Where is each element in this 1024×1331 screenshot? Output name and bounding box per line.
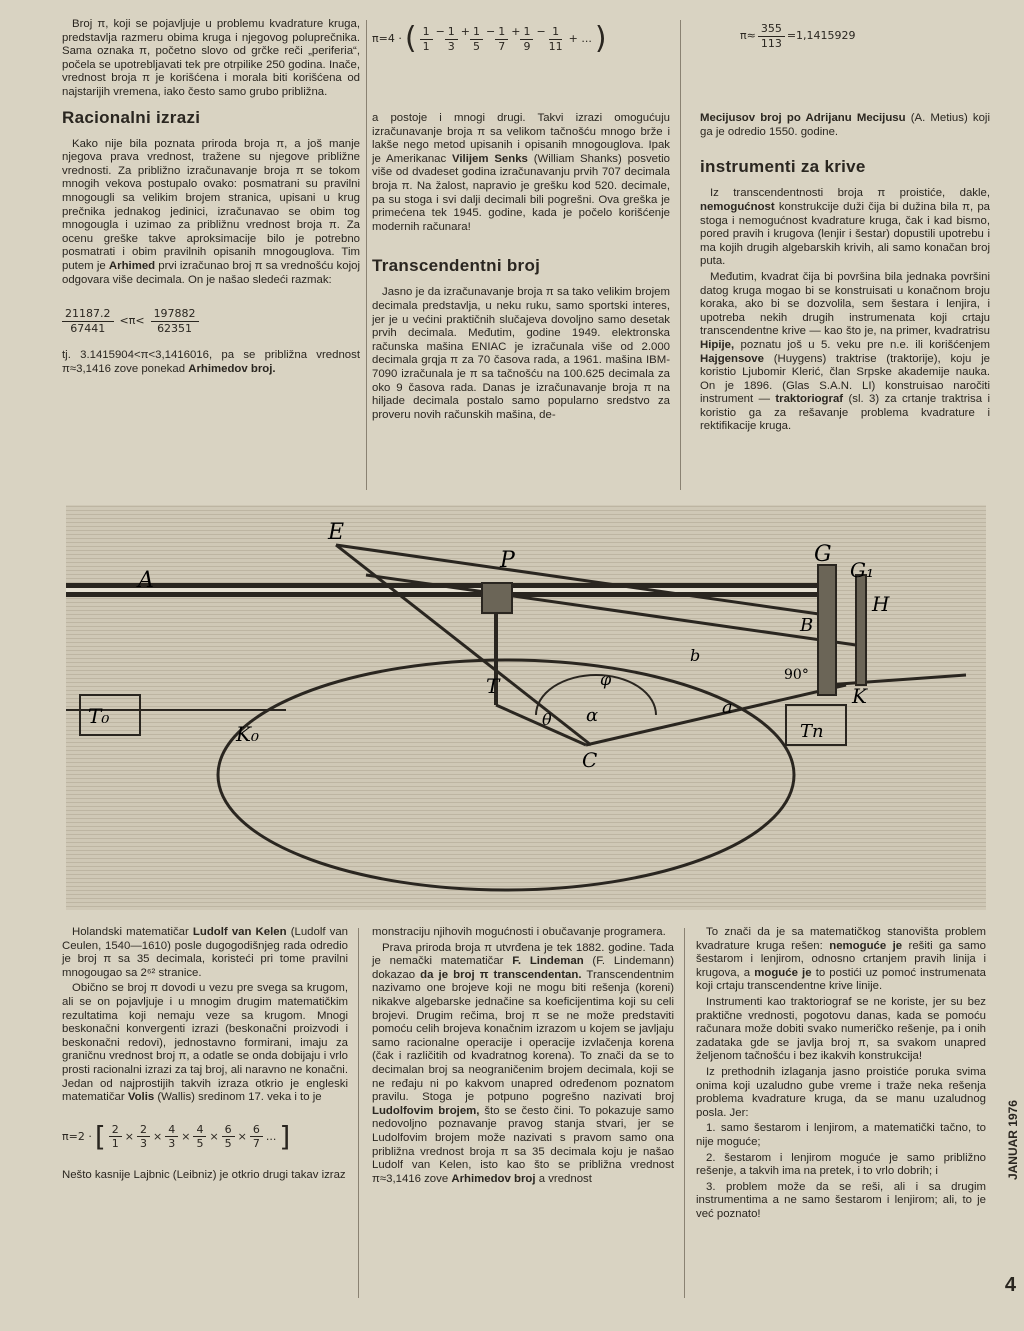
label-g: G <box>814 542 832 567</box>
product-factor: $\frac{2}{3}$ <box>137 1123 150 1151</box>
slider-p <box>482 583 512 613</box>
heading-rational-expressions: Racionalni izrazi <box>62 107 201 127</box>
product-factor: $\frac{2}{1}$ <box>109 1123 122 1151</box>
label-t: T <box>486 674 500 698</box>
paragraph: Holandski matematičar Ludolf van Kelen (Ludolf van Ceulen, 1540—1610) posle dugogodišnjeg rada odredio je broj π sa 35 decimala, koristeći pri tome pravilni mnogougao sa 2⁶² stranice. <box>62 926 349 979</box>
series-term: − $\frac{1}{3}$ <box>436 25 458 53</box>
label-h: H <box>872 592 890 616</box>
product-factor: $\frac{6}{7}$ <box>250 1123 263 1151</box>
frame-g <box>818 565 836 695</box>
product-factor: $\frac{4}{5}$ <box>193 1123 206 1151</box>
label-p: P <box>500 548 515 573</box>
label-b-lower: b <box>690 646 701 665</box>
heading-instruments-for-curves: instrumenti za krive <box>700 157 866 177</box>
paragraph: Prava priroda broja π utvrđena je tek 1882. godine. Tada je nemački matematičar F. Lindeman (F. Lindemann) dokazao da je broj π transcendentan. Transcendentnim nazivamo one brojeve koji ne mogu biti rešenja (koreni) nikakve algebarske jednačine sa koeficijentima koji su celi brojevi. Drugim rečima, broj π se ne može predstaviti pomoću celih brojeva konačnim izrazom u kojem se javljaju samo racionalne operacije i operacije izvlačenja korena (čak i različitih od kvadratnog korena). To znači da se to decimalan broj sa neograničenim brojem decimala, koji se ne ređaju ni po kakvom unapred određenom poznatom pravilu. Stoga je potpuno pogrešno nazivati broj Ludolfovim brojem, što se često čini. To pokazuje samo nedovoljno poznavanje pravog stanja stvari, jer se Ludolfovim brojem može nazivati s pravom samo ona približna vrednost broja π sa 35 decimala koju je našao Ludolf van Kelen, isto kao što se približna vrednost π≈3,1416 zove Arhimedov broj a vrednost <box>372 941 675 1185</box>
heading-transcendental-number: Transcendentni broj <box>372 256 541 276</box>
paragraph: To znači da je sa matematičkog stanovišta problem kvadrature kruga rešen: nemoguće je rešiti ga samo šestarom i lenjirom, odnosno crtanjem pravih linija i krugova, a moguće je to postići uz pomoć instrumenata koji crtaju transcendentne krive linije. <box>696 926 986 993</box>
list-item: 1. samo šestarom i lenjirom, a matematički tačno, to nije moguće; <box>696 1122 986 1148</box>
series-term: − $\frac{1}{7}$ <box>486 25 508 53</box>
series-term: − $\frac{1}{11}$ <box>536 24 563 53</box>
column-divider <box>358 928 359 1298</box>
paragraph: Međutim, kvadrat čija bi površina bila jednaka površini datog kruga mogao bi se konstruisati u konačnom broju koraka, ako bi se dozvolila, sem šestara i lenjira, i upotreba nekih drugih instrumenata koji crtaju transcendentne krive — kao što je, na primer, kvadratrisu Hipije, poznatu još u 5. veku pre n.e. ili korišćenjem Hajgensove (Huygens) traktrise (traktorije), koju je koristio Ljubomir Klerić, član Srpske akademije nauka. On je 1896. (Glas S.A.N. LI) konstruisao naročiti instrument — traktoriograf (sl. 3) za crtanje traktrisa i koristio ga za rešavanje problema kvadrature i rektifikacije kruga. <box>700 270 990 433</box>
paragraph: Mecijusov broj po Adrijanu Mecijusu (A. Metius) koji ga je odredio 1550. godine. <box>700 112 990 138</box>
column-1 <box>62 18 360 378</box>
column-6 <box>696 926 986 1223</box>
product-factor: $\frac{6}{5}$ <box>222 1123 235 1151</box>
intro-paragraph: Broj π, koji se pojavljuje u problemu kvadrature kruga, predstavlja razmeru obima kruga i njegovog poluprečnika. Sama oznaka π, početno slovo od grčke reči „periferia“, počela se upotrebljavati tek pre otrpilike 250 godina. Inače, vrednost broja π je korišćena i morala biti korišćena od najstarijih vremena, iako često samo grubo približna. <box>62 18 360 98</box>
paragraph: monstraciju njihovih mogućnosti i obučavanje programera. <box>372 926 666 938</box>
paragraph: Instrumenti kao traktoriograf se ne koriste, jer su bez praktične vrednosti, pogotovu danas, kada se pomoću računara može dobiti svako numeričko rešenje, pa i onih zadataka gde se javlja broj π, sa svakom unapred željenom tačnošću i bez ikakvih konstrukcija! <box>696 995 986 1063</box>
paragraph: a postoje i mnogi drugi. Takvi izrazi omogućuju izračunavanje broja π sa velikom tačnošću mnogo brže i lakše nego metod upisanih i opisanih mnogouglova. Ipak je Amerikanac Vilijem Senks (William Shanks) posvetio više od dvadeset godina izračunavanju prvih 707 decimala broja π. Na žalost, napravio je grešku kod 520. decimale, pa su stoga i svi dalji decimali bili pogrešni. Ova greška je primećena tek 1945. godine, kada je počelo korišćenje modernih računara! <box>372 112 671 233</box>
label-k0: K₀ <box>236 722 259 746</box>
list-item: 3. problem može da se reši, ali i sa drugim instrumentima a ne samo šestarom i lenjirom; ali, to je već poznato! <box>696 1180 986 1220</box>
label-a-lower: a <box>722 697 733 718</box>
circle-ellipse <box>218 660 794 890</box>
series-term: + $\frac{1}{9}$ <box>511 25 533 53</box>
column-3 <box>700 22 990 436</box>
leibniz-series-formula: π=4 · ( $\frac{1}{1}$ − $\frac{1}{3}$ + $\frac{1}{5}$ − $\frac{1}{7}$ + $\frac{1}{9}$ − $\frac{1}{11}$ + ... ) <box>372 21 607 56</box>
label-theta: θ <box>542 710 552 729</box>
column-5 <box>372 926 674 1188</box>
label-k: K <box>852 684 867 708</box>
product-factor: $\frac{4}{3}$ <box>165 1123 178 1151</box>
paragraph: tj. 3.1415904<π<3,1416016, pa se približna vrednost π≈3,1416 zove ponekad Arhimedov broj. <box>62 349 360 375</box>
label-tn: Tn <box>800 721 824 742</box>
paragraph: Iz transcendentnosti broja π proistiće, dakle, nemogućnost konstrukcije duži čija bi dužina bila π, pa stoga i nemogućnost kvadrature kruga, čak i kad bismo, pored pravih i krugova (lenjir i šestar) dopustili upotrebu i ma kojih drugih algebarskih krivih, ali samo konačan broj puta. <box>700 187 990 268</box>
paragraph: Kako nije bila poznata priroda broja π, a još manje njegova prava vrednost, tražene su njegove približne vrednosti. Za približno izračunavanje broja π se tokom mnogih vekova postupalo ovako: posmatrani su pravilni mnogougli sa velikim brojem stranica, upisani u krug prečnika jednakog jedinici, izračunavao se obim tog mnogougla i uzimao za približnu vrednost broja π. Za ocenu greške takve aproksimacije bilo je potrebno posmatrati i obim pravilnih opisanih mnogouglova. Tim putem je Arhimed prvi izračunao broj π sa vrednošću kojoj odgovara više decimala. On je našao sledeći razmak: <box>62 137 360 286</box>
tractoriograph-figure <box>66 505 986 910</box>
column-2 <box>372 22 670 424</box>
label-t0: T₀ <box>88 704 110 728</box>
series-term: $\frac{1}{1}$ <box>420 25 433 53</box>
label-angle-90: 90° <box>784 667 809 683</box>
tractoriograph-drawing <box>66 505 986 910</box>
metius-formula: π≈ $\frac{355}{113}$ =1,1415929 <box>740 22 856 50</box>
paragraph: Nešto kasnije Lajbnic (Leibniz) je otkrio drugi takav izraz <box>62 1168 346 1181</box>
label-a: A <box>138 568 154 593</box>
paragraph: Iz prethodnih izlaganja jasno proistiće poruka svima onima koji uzaludno gube vreme i traže neka rešenja problema kvadrature kruga, da se manu uzaludnog posla. Jer: <box>696 1065 986 1119</box>
page-number: 4 <box>1004 1274 1016 1296</box>
label-phi: φ <box>600 670 612 689</box>
label-alpha: α <box>586 705 599 726</box>
label-e: E <box>328 520 345 545</box>
archimedes-bounds-formula: $\frac{21187.2}{67441}$ <π< $\frac{197882}{62351}$ <box>62 307 360 335</box>
label-b: B <box>800 615 814 636</box>
paragraph: Jasno je da izračunavanje broja π sa tako velikim brojem decimala predstavlja, u neku ruku, samo sportski interes, jer je u većini praktičnih slučajeva dovoljno samo desetak prvih decimala. Međutim, godine 1949. elektronska računska mašina ENIAC je izračunala više od 2.000 decimala grqja π za 70 časova rada, a 1961. mašina IBM-7090 izračunala je π sa tačnošću na 100.625 decimala za oko 9 časova rada. Danas je izračunavanje broja π na hiljade decimala postalo samo popularno sredstvo za proveru novih računskih mašina, de- <box>372 286 670 421</box>
list-item: 2. šestarom i lenjirom moguće je samo približno rešenje, a takvih ima na pretek, i to vrlo dobrih; i <box>696 1151 986 1178</box>
label-c: C <box>582 748 598 772</box>
column-4 <box>62 926 348 1185</box>
wallis-product-formula: π=2 · [ $\frac{2}{1}$ × $\frac{2}{3}$ × $\frac{4}{3}$ × $\frac{4}{5}$ × $\frac{6}{5}$ × $\frac{6}{7}$ ... ] <box>62 1119 291 1153</box>
issue-date-margin: JANUAR 1976 <box>1006 1100 1020 1181</box>
column-divider <box>684 928 685 1298</box>
series-term: + $\frac{1}{5}$ <box>461 25 483 53</box>
paragraph: Obično se broj π dovodi u vezu pre svega sa krugom, ali se on pojavljuje i u mnogim drugim matematičkim rezultatima koji nemaju veze sa krugom. Mnogi beskonačni konvergenti izrazi (beskonačni proizvodi i beskonačni redovi), jednostavno formirani, imaju za graničnu vrednost broj π, a odatle se onda dobijaju i vrlo prosti racionalni izrazi za taj broj, ali naravno ne konačni. Jedan od najprostijih takvih izraza otkrio je engleski matematičar Volis (Wallis) sredinom 17. veka i to je <box>62 982 348 1104</box>
column-divider <box>680 20 681 490</box>
label-g1: G₁ <box>850 558 874 582</box>
column-divider <box>366 20 367 490</box>
